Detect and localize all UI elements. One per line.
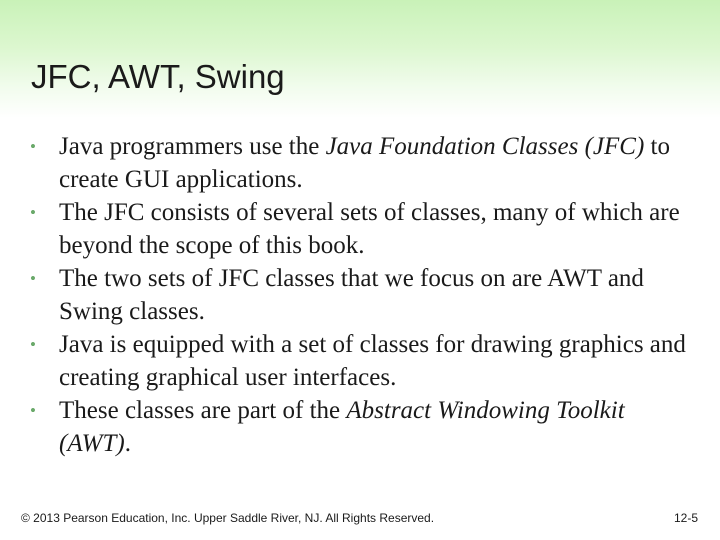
bullet-marker: • [30, 269, 36, 288]
bullet-text-part: The JFC consists of several sets of classes, many of which are beyond the scope of this book. [59, 199, 680, 259]
bullet-text-part: to create GUI applications. [59, 133, 670, 193]
bullet-item [30, 130, 690, 196]
bullet-text-part: . [124, 430, 131, 457]
bullet-item [30, 262, 690, 328]
bullet-text-part: The two sets of JFC classes that we focus on are AWT and Swing classes. [59, 265, 644, 325]
copyright-footer: © 2013 Pearson Education, Inc. Upper Saddle River, NJ. All Rights Reserved. [21, 511, 435, 525]
bullet-marker: • [30, 137, 36, 156]
bullet-marker: • [30, 335, 36, 354]
slide-title: JFC, AWT, Swing [31, 58, 285, 95]
bullet-text-italic: Java Foundation Classes (JFC) [325, 133, 645, 160]
bullet-item [30, 196, 690, 262]
bullet-marker: • [30, 401, 36, 420]
bullet-text-part: Java is equipped with a set of classes for drawing graphics and creating graphical user interfaces. [59, 331, 686, 391]
bullet-marker: • [30, 203, 36, 222]
bullet-item [30, 394, 690, 460]
bullet-list [30, 130, 690, 460]
bullet-text-part: Java programmers use the [59, 133, 326, 160]
bullet-item [30, 328, 690, 394]
page-number: 12-5 [673, 511, 698, 525]
bullet-text-italic: Abstract Windowing Toolkit (AWT) [59, 397, 625, 457]
bullet-text-part: These classes are part of the [59, 397, 347, 424]
